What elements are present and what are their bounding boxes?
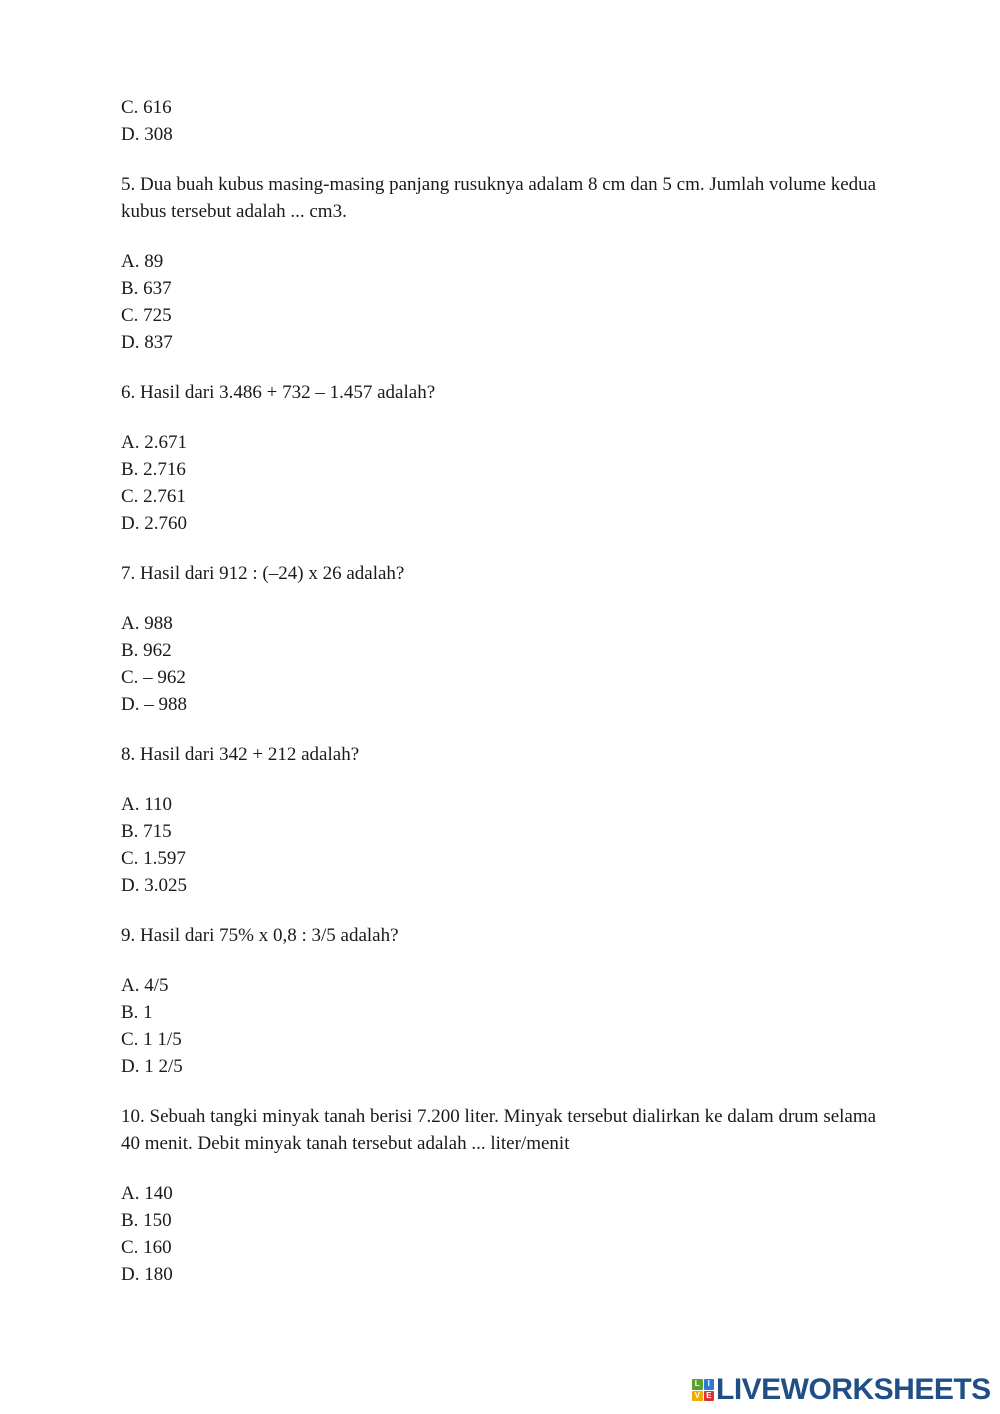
option: D. 308: [121, 124, 173, 145]
option: D. 1 2/5: [121, 1056, 183, 1077]
option: A. 2.671: [121, 432, 187, 453]
logo-mark-letter: I: [704, 1379, 715, 1390]
option: D. – 988: [121, 694, 187, 715]
option: D. 837: [121, 332, 173, 353]
question-10-options: [121, 1180, 881, 1288]
option: B. 2.716: [121, 459, 186, 480]
option: B. 1: [121, 1002, 153, 1023]
option: B. 637: [121, 278, 172, 299]
question-text: 7. Hasil dari 912 : (–24) x 26 adalah?: [121, 563, 405, 584]
option: D. 3.025: [121, 875, 187, 896]
option: B. 715: [121, 821, 172, 842]
question-10-text: [121, 1103, 881, 1157]
option: A. 110: [121, 794, 173, 815]
option: C. 725: [121, 305, 172, 326]
worksheet-content: [121, 94, 881, 1311]
option: B. 962: [121, 640, 172, 661]
question-6-options: [121, 429, 881, 537]
question-text: 10. Sebuah tangki minyak tanah berisi 7.200 liter. Minyak tersebut dialirkan ke dalam drum selama 40 menit. Debit minyak tanah tersebut adalah ... liter/menit: [121, 1106, 877, 1154]
logo-mark-letter: E: [704, 1391, 715, 1402]
question-text: 9. Hasil dari 75% x 0,8 : 3/5 adalah?: [121, 925, 399, 946]
question-7-options: [121, 610, 881, 718]
question-text: 8. Hasil dari 342 + 212 adalah?: [121, 744, 360, 765]
option: A. 89: [121, 251, 164, 272]
logo-mark-letter: L: [692, 1379, 703, 1390]
question-7-text: [121, 560, 881, 587]
option: D. 2.760: [121, 513, 187, 534]
logo-mark-icon: [692, 1379, 714, 1401]
option: C. 616: [121, 97, 172, 118]
question-8-text: [121, 741, 881, 768]
option: C. 1.597: [121, 848, 186, 869]
option: C. 1 1/5: [121, 1029, 182, 1050]
question-5-options: [121, 248, 881, 356]
previous-question-options: [121, 94, 881, 148]
option: D. 180: [121, 1264, 173, 1285]
question-9-text: [121, 922, 881, 949]
question-8-options: [121, 791, 881, 899]
logo-mark-letter: V: [692, 1391, 703, 1402]
option: C. – 962: [121, 667, 186, 688]
logo-text: LIVEWORKSHEETS: [716, 1373, 991, 1406]
question-5-text: [121, 171, 881, 225]
option: A. 140: [121, 1183, 173, 1204]
liveworksheets-logo: [692, 1374, 991, 1406]
question-text: 5. Dua buah kubus masing-masing panjang rusuknya adalam 8 cm dan 5 cm. Jumlah volume kedua kubus tersebut adalah ... cm3.: [121, 174, 877, 222]
option: A. 988: [121, 613, 173, 634]
option: A. 4/5: [121, 975, 169, 996]
option: C. 160: [121, 1237, 172, 1258]
option: B. 150: [121, 1210, 172, 1231]
question-6-text: [121, 379, 881, 406]
option: C. 2.761: [121, 486, 186, 507]
question-9-options: [121, 972, 881, 1080]
question-text: 6. Hasil dari 3.486 + 732 – 1.457 adalah?: [121, 382, 436, 403]
